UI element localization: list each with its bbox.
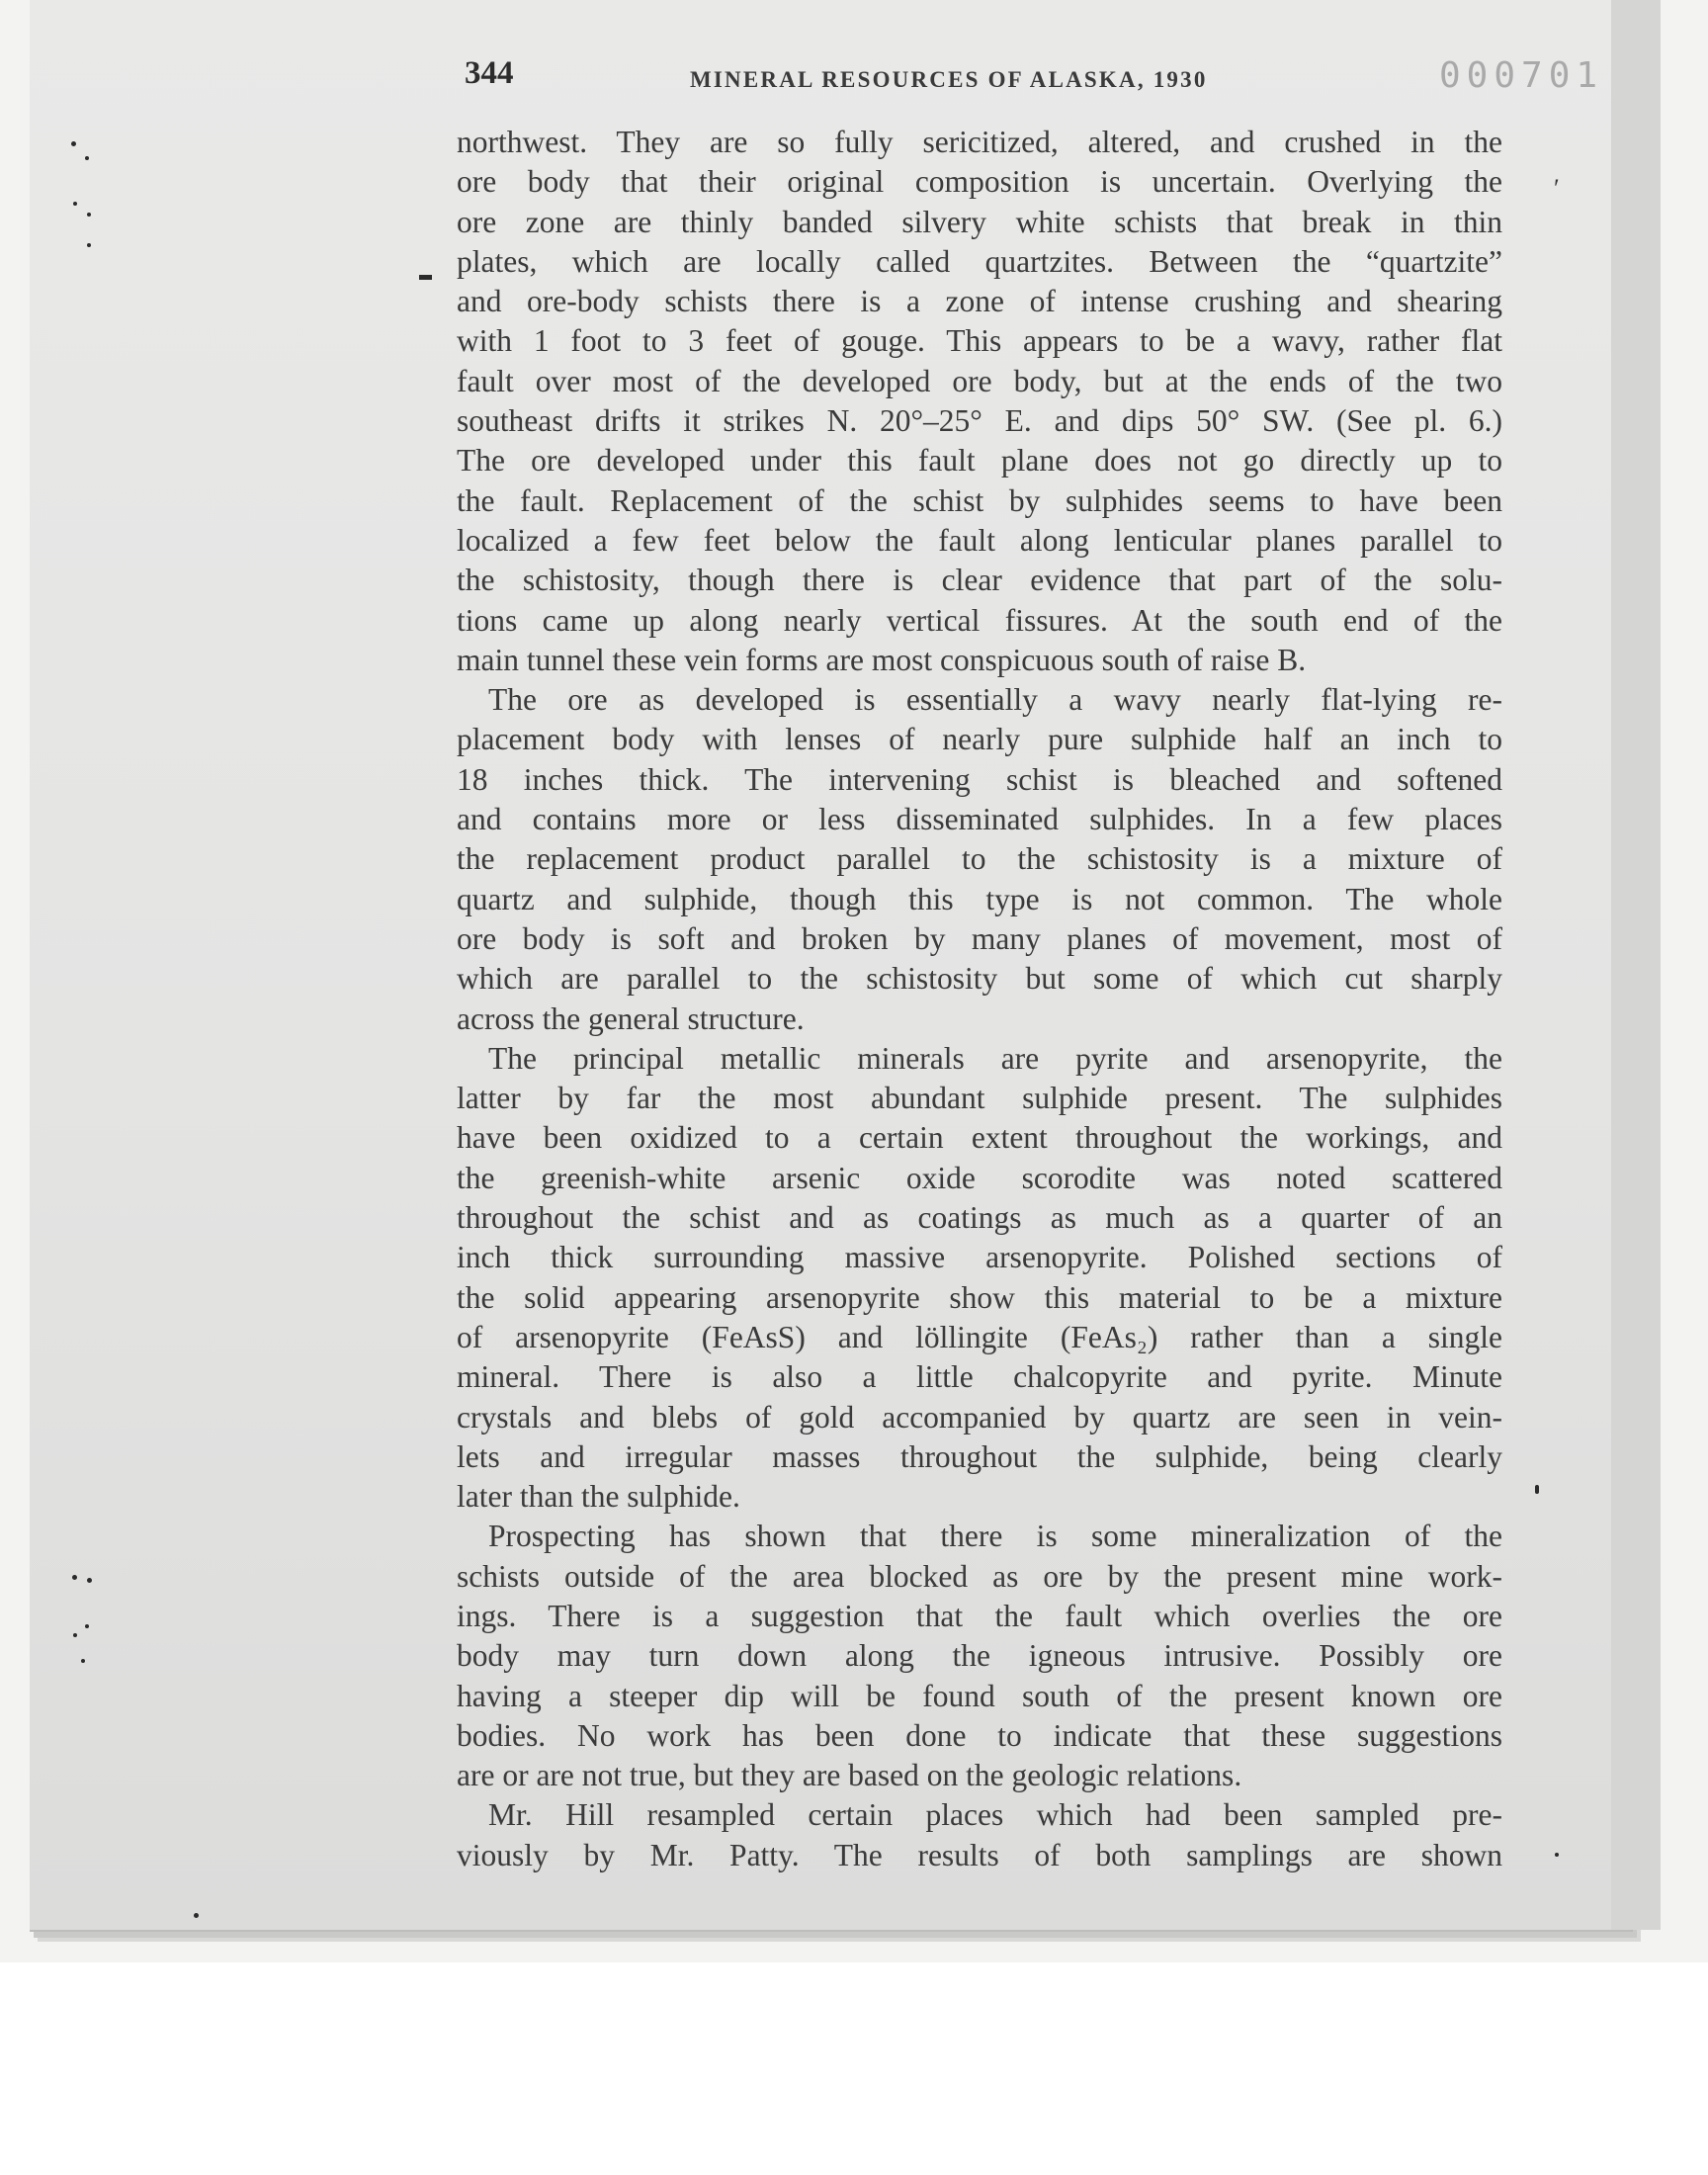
margin-speck — [73, 202, 77, 206]
text-line: ings. There is a suggestion that the fault which overlies the ore — [457, 1598, 1502, 1633]
margin-speck — [87, 243, 91, 247]
scan-blank-area — [0, 1962, 1708, 2175]
text-line: and contains more or less disseminated sulphides. In a few places — [457, 802, 1502, 837]
margin-speck — [85, 156, 89, 160]
text-line: viously by Mr. Patty. The results of both samplings are shown — [457, 1837, 1502, 1872]
text-line: latter by far the most abundant sulphide present. The sulphides — [457, 1081, 1502, 1116]
text-line: having a steeper dip will be found south of the present known ore — [457, 1678, 1502, 1713]
text-line: which are parallel to the schistosity but some of which cut sharply — [457, 961, 1502, 997]
paragraph — [457, 123, 1502, 680]
text-line: placement body with lenses of nearly pure sulphide half an inch to — [457, 722, 1502, 757]
text-line: ore zone are thinly banded silvery white schists that break in thin — [457, 204, 1502, 239]
text-line: the solid appearing arsenopyrite show this material to be a mixture — [457, 1279, 1502, 1315]
text-line: northwest. They are so fully sericitized, altered, and crushed in the — [457, 125, 1502, 159]
margin-speck — [73, 1633, 77, 1637]
margin-speck — [85, 1624, 89, 1628]
page-header — [465, 55, 1604, 105]
text-line: Mr. Hill resampled certain places which had been sampled pre- — [488, 1797, 1502, 1833]
text-line: main tunnel these vein forms are most conspicuous south of raise B. — [457, 642, 1307, 677]
text-line: The ore developed under this fault plane does not go directly up to — [457, 443, 1502, 478]
text-line: southeast drifts it strikes N. 20°–25° E. and dips 50° SW. (See pl. 6.) — [457, 403, 1502, 439]
text-line: schists outside of the area blocked as ore by the present mine work- — [457, 1558, 1502, 1594]
text-line: bodies. No work has been done to indicate that these suggestions — [457, 1717, 1502, 1753]
text-line: the replacement product parallel to the schistosity is a mixture of — [457, 841, 1502, 877]
text-line: ore body is soft and broken by many planes of movement, most of — [457, 920, 1502, 956]
margin-speck — [87, 213, 91, 217]
text-line: crystals and blebs of gold accompanied by quartz are seen in vein- — [457, 1399, 1502, 1435]
text-line: have been oxidized to a certain extent throughout the workings, and — [457, 1120, 1502, 1156]
page-edge-shadow — [1611, 0, 1661, 1930]
text-line: later than the sulphide. — [457, 1479, 740, 1515]
text-line: the schistosity, though there is clear evidence that part of the solu- — [457, 563, 1502, 598]
text-line: tions came up along nearly vertical fissures. At the south end of the — [457, 602, 1502, 638]
paragraph — [457, 1795, 1502, 1875]
archive-stamp: 000701 — [1439, 55, 1604, 96]
text-line: of arsenopyrite (FeAsS) and löllingite (FeAs₂) rather than a single — [457, 1319, 1502, 1354]
text-line: Prospecting has shown that there is some mineralization of the — [488, 1519, 1502, 1554]
text-line: The ore as developed is essentially a wavy nearly flat-lying re- — [488, 682, 1502, 718]
text-line: fault over most of the developed ore body, but at the ends of the two — [457, 363, 1502, 398]
margin-tick: ′ — [1554, 174, 1560, 203]
margin-dash — [419, 275, 432, 280]
margin-speck — [71, 141, 76, 146]
running-title: MINERAL RESOURCES OF ALASKA, 1930 — [690, 67, 1208, 92]
text-line: the fault. Replacement of the schist by sulphides seems to have been — [457, 482, 1502, 518]
text-line: with 1 foot to 3 feet of gouge. This appears to be a wavy, rather flat — [457, 323, 1502, 359]
paragraph — [457, 680, 1502, 1039]
text-line: 18 inches thick. The intervening schist is bleached and softened — [457, 761, 1502, 797]
text-line: quartz and sulphide, though this type is not common. The whole — [457, 881, 1502, 916]
margin-speck — [72, 1575, 77, 1580]
body-text — [457, 123, 1502, 1875]
text-line: mineral. There is also a little chalcopyrite and pyrite. Minute — [457, 1359, 1502, 1395]
margin-speck — [1555, 1853, 1559, 1857]
margin-speck — [87, 1578, 92, 1583]
text-line: inch thick surrounding massive arsenopyrite. Polished sections of — [457, 1240, 1502, 1275]
margin-speck — [81, 1659, 85, 1663]
margin-speck — [1535, 1485, 1539, 1494]
paragraph — [457, 1039, 1502, 1518]
text-line: across the general structure. — [457, 1000, 805, 1036]
text-line: the greenish-white arsenic oxide scorodite was noted scattered — [457, 1160, 1502, 1195]
text-line: are or are not true, but they are based on the geologic relations. — [457, 1758, 1242, 1793]
text-line: lets and irregular masses throughout the sulphide, being clearly — [457, 1438, 1502, 1474]
text-line: plates, which are locally called quartzites. Between the “quartzite” — [457, 243, 1502, 279]
text-line: body may turn down along the igneous intrusive. Possibly ore — [457, 1638, 1502, 1674]
text-line: localized a few feet below the fault along lenticular planes parallel to — [457, 522, 1502, 558]
paragraph — [457, 1517, 1502, 1795]
text-line: ore body that their original composition is uncertain. Overlying the — [457, 164, 1502, 200]
text-line: and ore-body schists there is a zone of intense crushing and shearing — [457, 284, 1502, 319]
text-line: The principal metallic minerals are pyrite and arsenopyrite, the — [488, 1040, 1502, 1076]
page-number: 344 — [465, 55, 514, 91]
margin-speck — [194, 1913, 199, 1918]
text-line: throughout the schist and as coatings as much as a quarter of an — [457, 1200, 1502, 1236]
